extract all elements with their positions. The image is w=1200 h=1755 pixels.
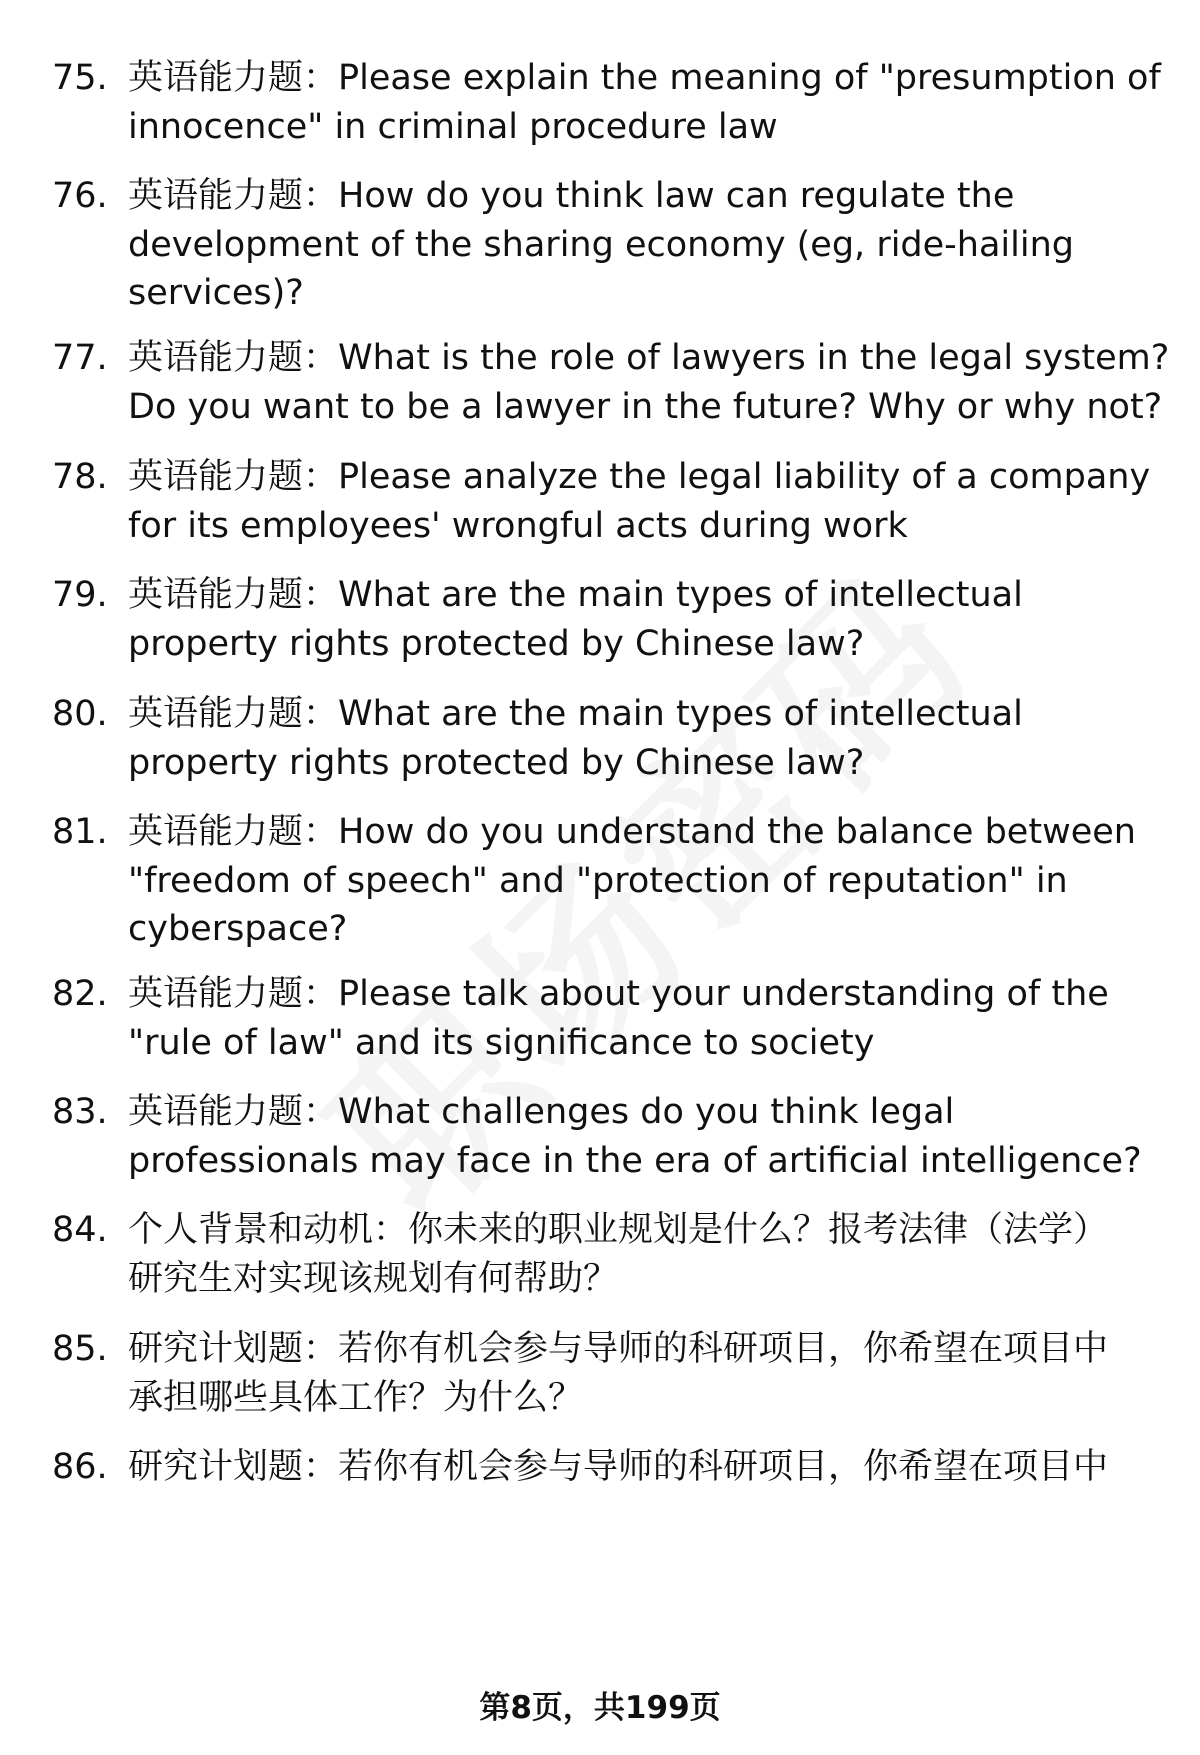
page-footer: 第8页，共199页 <box>479 1690 721 1726</box>
question-text: 英语能力题：How do you think law can regulate the development of the sharing economy (eg, ride-hailing services)? <box>128 176 1075 313</box>
question-text: 英语能力题：What are the main types of intellectual property rights protected by Chinese law? <box>128 575 1023 664</box>
question-text: 英语能力题：Please talk about your understanding of the "rule of law" and its significance to society <box>128 974 1109 1063</box>
question-number: 83. <box>52 1092 108 1132</box>
question-number: 77. <box>52 338 108 378</box>
question-text: 英语能力题：Please explain the meaning of "presumption of innocence" in criminal procedure law <box>128 58 1161 147</box>
question-number: 84. <box>52 1210 108 1250</box>
question-text: 研究计划题：若你有机会参与导师的科研项目，你希望在项目中 承担哪些具体工作？为什么？ <box>128 1329 1109 1418</box>
question-text: 研究计划题：若你有机会参与导师的科研项目，你希望在项目中 <box>128 1447 1109 1487</box>
question-text: 英语能力题：What challenges do you think legal professionals may face in the era of artificial intelligence? <box>128 1092 1142 1181</box>
question-text: 英语能力题：Please analyze the legal liability of a company for its employees' wrongful acts during work <box>128 457 1151 546</box>
question-text: 个人背景和动机：你未来的职业规划是什么？报考法律（法学） 研究生对实现该规划有何帮助？ <box>128 1210 1109 1299</box>
question-number: 75. <box>52 58 108 98</box>
question-number: 86. <box>52 1447 108 1487</box>
question-text: 英语能力题：How do you understand the balance between "freedom of speech" and "protection of reputation" in cyberspace? <box>128 812 1136 949</box>
question-text: 英语能力题：What are the main types of intellectual property rights protected by Chinese law? <box>128 694 1023 783</box>
question-number: 79. <box>52 575 108 615</box>
question-number: 85. <box>52 1329 108 1369</box>
question-number: 80. <box>52 694 108 734</box>
question-number: 78. <box>52 457 108 497</box>
question-text: 英语能力题：What is the role of lawyers in the legal system? Do you want to be a lawyer in the future? Why or why not? <box>128 338 1170 427</box>
question-number: 82. <box>52 974 108 1014</box>
question-number: 76. <box>52 176 108 216</box>
question-number: 81. <box>52 812 108 852</box>
